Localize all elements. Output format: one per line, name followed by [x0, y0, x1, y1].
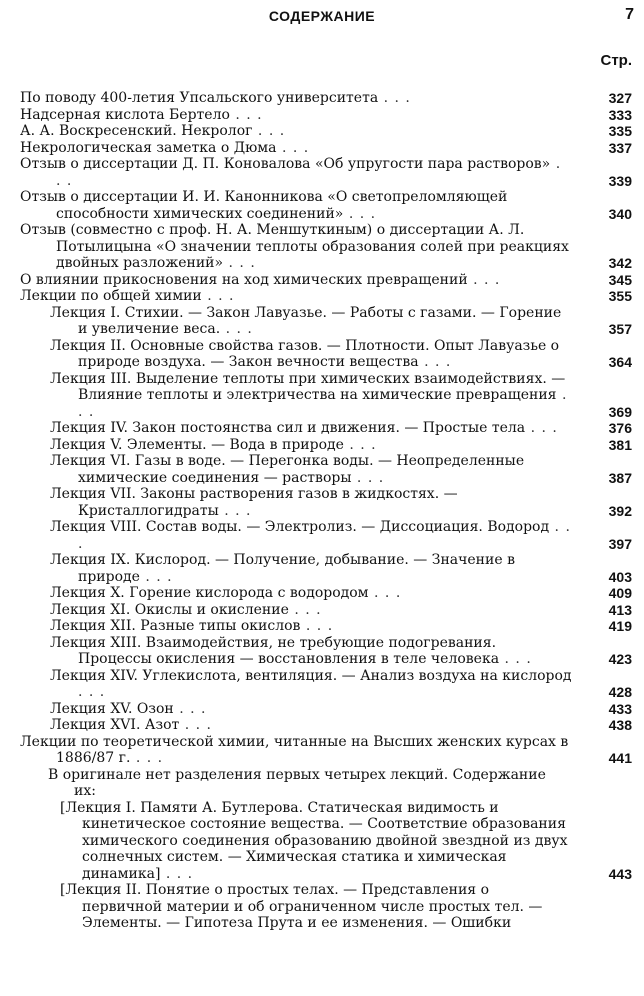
- toc-entry-title: В оригинале нет разделения первых четырех лекций. Содержание их:: [48, 766, 546, 799]
- toc-entry-page: 438: [608, 717, 632, 733]
- toc-entry: [0, 552, 644, 585]
- toc-entry-title: Лекция VII. Законы растворения газов в жидкостях. — Кристаллогидраты: [50, 486, 458, 519]
- toc-entry-title: Отзыв (совместно с проф. Н. А. Меншуткиным) о диссертации А. Л. Потылицына «О значении теплоты образования солей при реакциях двойных разложений»: [20, 222, 569, 271]
- toc-entry: [0, 882, 644, 932]
- dot-leader: . . .: [418, 354, 452, 370]
- toc-entry-page: 345: [608, 271, 632, 288]
- toc-entry: [0, 437, 644, 454]
- toc-entry: [0, 90, 644, 107]
- toc-entry: [0, 767, 644, 800]
- toc-entry: [0, 222, 644, 272]
- toc-entry-page: 433: [608, 700, 632, 717]
- toc-entry-title: О влиянии прикосновения на ход химических превращений: [20, 271, 468, 288]
- toc-entry: [0, 123, 644, 140]
- dot-leader: . . .: [78, 684, 106, 700]
- toc-entry-page: 335: [608, 123, 632, 139]
- toc-entry: [0, 189, 644, 222]
- toc-entry-title: [Лекция I. Памяти А. Бутлерова. Статическая видимость и кинетическое состояние вещества. — Соответствие образования химического соединения образованию двойной звездной из двух солнечных систем. — Химическая статика и химическая динамика]: [60, 799, 568, 882]
- toc-entry-title: Некрологическая заметка о Дюма: [20, 139, 277, 156]
- toc-entry: [0, 371, 644, 421]
- toc-entry-page: 403: [608, 568, 632, 585]
- toc-entry: [0, 800, 644, 883]
- toc-entry-page: 357: [608, 321, 632, 337]
- toc-entry-title: По поводу 400-летия Упсальского университета: [20, 90, 379, 106]
- toc-entry: [0, 272, 644, 289]
- dot-leader: . . .: [343, 436, 377, 453]
- toc-entry: [0, 140, 644, 157]
- toc-entry-title: Лекция XV. Озон: [50, 700, 174, 717]
- toc-entry: [0, 668, 644, 701]
- dot-leader: . . .: [368, 585, 402, 601]
- toc-entry: [0, 635, 644, 668]
- toc-entry-page: 387: [608, 469, 632, 486]
- dot-leader: . . .: [78, 387, 568, 420]
- toc-entry-page: 333: [608, 106, 632, 123]
- toc-entry-page: 339: [608, 172, 632, 189]
- toc-entry: [0, 305, 644, 338]
- toc-entry-title: Лекция I. Стихии. — Закон Лавуазье. — Работы с газами. — Горение и увеличение веса.: [50, 304, 562, 337]
- dot-leader: . . .: [288, 601, 322, 618]
- toc-entry-page: 355: [608, 288, 632, 304]
- toc-entry-page: 340: [608, 205, 632, 222]
- toc-entry-page: 443: [608, 865, 632, 882]
- dot-leader: . . .: [201, 288, 235, 304]
- dot-leader: . . .: [343, 205, 377, 222]
- toc-entry-title: Лекция XII. Разные типы окислов: [50, 618, 301, 634]
- toc-entry-title: Лекция VI. Газы в воде. — Перегонка воды. — Неопределенные химические соединения — растворы: [50, 453, 525, 486]
- toc-entry-title: Лекция VIII. Состав воды. — Электролиз. — Диссоциация. Водород: [50, 519, 550, 535]
- dot-leader: . . .: [276, 139, 310, 156]
- toc-entry-title: Лекция X. Горение кислорода с водородом: [50, 585, 369, 601]
- toc-entry-page: 376: [608, 420, 632, 436]
- toc-entry: [0, 585, 644, 602]
- toc-entry-page: 369: [608, 403, 632, 420]
- dot-leader: . . .: [499, 651, 532, 667]
- toc-entry-title: Лекция II. Основные свойства газов. — Плотности. Опыт Лавуазье о природе воздуха. — Закон вечности вещества: [50, 337, 560, 370]
- toc-entry: [0, 453, 644, 486]
- toc-entry: [0, 701, 644, 718]
- dot-leader: . . .: [56, 156, 562, 189]
- toc-entry-page: 381: [608, 436, 632, 453]
- toc-entry-page: 409: [608, 585, 632, 601]
- dot-leader: . . .: [179, 717, 212, 733]
- toc-entry-title: Отзыв о диссертации И. И. Канонникова «О светопреломляющей способности химических соединений»: [20, 189, 508, 222]
- toc-entry-page: 327: [608, 90, 632, 106]
- toc-entry-title: Надсерная кислота Бертело: [20, 106, 230, 123]
- dot-leader: . . .: [160, 865, 194, 882]
- toc-entry-page: 342: [608, 255, 632, 271]
- dot-leader: . . .: [300, 618, 334, 634]
- dot-leader: . . .: [139, 568, 173, 585]
- toc-entry-title: А. А. Воскресенский. Некролог: [20, 123, 253, 139]
- toc-entry: [0, 288, 644, 305]
- toc-entry-page: 441: [608, 750, 632, 766]
- toc-entry-page: 392: [608, 502, 632, 519]
- page-column-label: Стр.: [600, 52, 632, 69]
- dot-leader: . . .: [173, 700, 207, 717]
- dot-leader: . . .: [223, 255, 256, 271]
- toc-entry-title: Отзыв о диссертации Д. П. Коновалова «Об упругости пара растворов»: [20, 156, 551, 172]
- running-title: СОДЕРЖАНИЕ: [268, 8, 376, 24]
- toc-entry: [0, 602, 644, 619]
- toc-entry-page: 364: [608, 354, 632, 370]
- toc-entry: [0, 107, 644, 124]
- dot-leader: . . .: [252, 123, 286, 139]
- toc-entry-title: Лекция XI. Окислы и окисление: [50, 601, 289, 618]
- toc-entry-title: Лекция V. Элементы. — Вода в природе: [50, 436, 344, 453]
- toc-entry: [0, 486, 644, 519]
- toc-entry-title: [Лекция II. Понятие о простых телах. — Представления о первичной материи и об ограниченном числе простых тел. — Элементы. — Гипотеза Прута и ее изменения. — Ошибки: [60, 882, 543, 931]
- toc-entry-page: 428: [608, 684, 632, 700]
- toc-entry-page: 337: [608, 139, 632, 156]
- toc-entry-title: Лекция III. Выделение теплоты при химических взаимодействиях. — Влияние теплоты и электричества на химические превращения: [50, 370, 566, 403]
- toc-entry-page: 397: [608, 535, 632, 552]
- toc-entry: [0, 519, 644, 552]
- toc-entry-title: Лекция XVI. Азот: [50, 717, 180, 733]
- toc-entry: [0, 734, 644, 767]
- toc-entry-page: 413: [608, 601, 632, 618]
- dot-leader: . . .: [378, 90, 411, 106]
- toc-list: [0, 90, 644, 932]
- toc-entry-title: Лекция XIV. Углекислота, вентиляция. — Анализ воздуха на кислород: [50, 667, 572, 684]
- dot-leader: . . .: [229, 106, 263, 123]
- toc-entry-title: Лекция IX. Кислород. — Получение, добывание. — Значение в природе: [50, 552, 515, 585]
- toc-entry-page: 419: [608, 618, 632, 634]
- toc-entry-title: Лекции по теоретической химии, читанные на Высших женских курсах в 1886/87 г.: [20, 733, 569, 766]
- page-number: 7: [625, 6, 634, 23]
- toc-entry: [0, 420, 644, 437]
- dot-leader: . . .: [218, 502, 252, 519]
- toc-entry: [0, 338, 644, 371]
- dot-leader: . . .: [220, 321, 253, 337]
- dot-leader: . . .: [130, 750, 164, 766]
- toc-entry: [0, 618, 644, 635]
- toc-entry: [0, 156, 644, 189]
- toc-entry-page: 423: [608, 651, 632, 667]
- dot-leader: . . .: [525, 420, 558, 436]
- toc-entry: [0, 717, 644, 734]
- dot-leader: . . .: [78, 519, 571, 552]
- dot-leader: . . .: [467, 271, 501, 288]
- toc-entry-title: Лекции по общей химии: [20, 288, 202, 304]
- dot-leader: . . .: [351, 469, 385, 486]
- toc-entry-title: Лекция IV. Закон постоянства сил и движения. — Простые тела: [50, 420, 526, 436]
- toc-entry-title: Лекция XIII. Взаимодействия, не требующие подогревания. Процессы окисления — восстановления в теле человека: [50, 634, 500, 667]
